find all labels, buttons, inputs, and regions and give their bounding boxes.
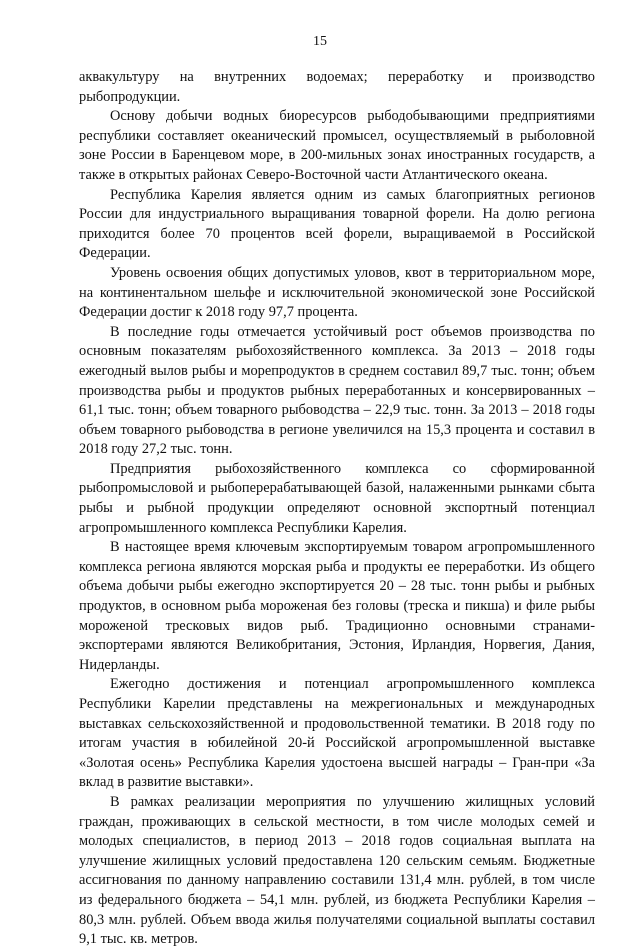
paragraph: Основу добычи водных биоресурсов рыбодобывающими предприятиями республики составляет океанический промысел, осуществляемый в рыболовной зоне России в Баренцевом море, в 200-мильных зонах иностранных государств, а также в открытых районах Северо-Восточной части Атлантического океана.: [79, 108, 595, 183]
paragraph: В рамках реализации мероприятия по улучшению жилищных условий граждан, проживающих в сельской местности, в том числе молодых семей и молодых специалистов, в период 2013 – 2018 годов социальная выплата на улучшение жилищных условий предоставлена 120 сельским семьям. Бюджетные ассигнования по данному направлению составили 131,4 млн. рублей, в том числе из федерального бюджета – 54,1 млн. рублей, из бюджета Республики Карелия – 80,3 млн. рублей. Объем ввода жилья получателями социальной выплаты составил 9,1 тыс. кв. метров.: [79, 793, 595, 948]
paragraph: аквакультуру на внутренних водоемах; переработку и производство рыбопродукции.: [79, 69, 595, 105]
paragraph: Республика Карелия является одним из самых благоприятных регионов России для индустриального выращивания товарной форели. На долю региона приходится более 70 процентов всей форели, выращиваемой в Российской Федерации.: [79, 186, 595, 262]
paragraph: Ежегодно достижения и потенциал агропромышленного комплекса Республики Карелии представлены на межрегиональных и международных выставках сельскохозяйственной и продовольственной тематики. В 2018 году по итогам участия в юбилейной 20-й Российской агропромышленной выставке «Золотая осень» Республика Карелия удостоена высшей награды – Гран-при «За вклад в развитие выставки».: [79, 676, 595, 791]
paragraph: Предприятия рыбохозяйственного комплекса со сформированной рыбопромысловой и рыбоперерабатывающей базой, налаженными рынками сбыта рыбы и рыбной продукции определяют основной экспортный потенциал агропромышленного комплекса Республики Карелия.: [79, 460, 595, 536]
paragraph: В настоящее время ключевым экспортируемым товаром агропромышленного комплекса региона являются морская рыба и продукты ее переработки. Из общего объема добычи рыбы ежегодно экспортируется 20 – 28 тыс. тонн рыбы и рыбных продуктов, в основном рыба мороженая без головы (треска и пикша) и филе рыбы мороженой тресковых видов рыб. Традиционно основными странами-экспортерами являются Великобритания, Эстония, Ирландия, Норвегия, Дания, Нидерланды.: [79, 539, 595, 673]
page-number: 15: [313, 34, 327, 49]
paragraph: Уровень освоения общих допустимых уловов, квот в территориальном море, на континентальном шельфе и исключительной экономической зоне Российской Федерации достиг к 2018 году 97,7 процента.: [79, 264, 595, 321]
body-text: [79, 68, 595, 950]
paragraph: В последние годы отмечается устойчивый рост объемов производства по основным показателям рыбохозяйственного комплекса. За 2013 – 2018 годы ежегодный вылов рыбы и морепродуктов в среднем составил 89,7 тыс. тонн; объем производства рыбы и продуктов рыбных переработанных и консервированных – 61,1 тыс. тонн; объем товарного рыбоводства – 22,9 тыс. тонн. За 2013 – 2018 годы объем товарного рыбоводства в регионе увеличился на 15,3 процента и составил в 2018 году 27,2 тыс. тонн.: [79, 323, 595, 458]
